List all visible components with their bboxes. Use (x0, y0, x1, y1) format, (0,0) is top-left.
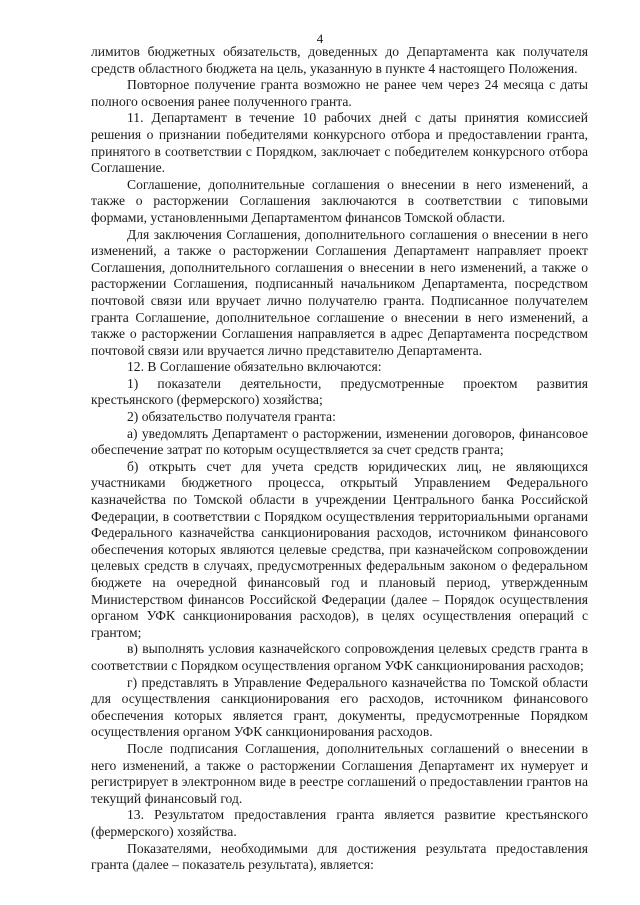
paragraph-clause-12: 12. В Соглашение обязательно включаются: (127, 359, 382, 375)
paragraph-continuation: лимитов бюджетных обязательств, доведенных до Департамента как получателя средств областного бюджета на цель, указанную в пункте 4 настоящего Положения. (91, 44, 588, 76)
paragraph-indicators: Показателями, необходимыми для достижения результата предоставления гранта (далее – показатель результата), является: (91, 840, 588, 873)
paragraph-repeat-grant: Повторное получение гранта возможно не ранее чем через 24 месяца с даты полного освоения ранее полученного гранта. (91, 77, 588, 109)
page-number: 4 (316, 31, 324, 46)
paragraph-clause-13: 13. Результатом предоставления гранта является развитие крестьянского (фермерского) хозяйства. (91, 807, 588, 839)
paragraph-item-1: 1) показатели деятельности, предусмотренные проектом развития крестьянского (фермерского) хозяйства; (91, 375, 588, 408)
paragraph-item-2v: в) выполнять условия казначейского сопровождения целевых средств гранта в соответствии с Порядком осуществления органом УФК санкционирования расходов; (91, 641, 588, 673)
paragraph-clause-11: 11. Департамент в течение 10 рабочих дней с даты принятия комиссией решения о признании победителями конкурсного отбора и предоставлении гранта, принятого в соответствии с Порядком, заключает с победителем конкурсного отбора Соглашение. (91, 110, 588, 176)
paragraph-item-2: 2) обязательство получателя гранта: (127, 409, 336, 425)
paragraph-agreement-forms: Соглашение, дополнительные соглашения о внесении в него изменений, а также о расторжении Соглашения заключаются в соответствии с типовыми формами, установленными Департаментом финансов Томской области. (91, 176, 588, 225)
paragraph-item-2g: г) представлять в Управление Федерального казначейства по Томской области для осуществления санкционирования его расходов, источником финансового обеспечения которых является грант, документы, предусмотренные Порядком осуществления органом УФК санкционирования расходов. (91, 674, 588, 740)
document-body (91, 44, 588, 874)
paragraph-registration: После подписания Соглашения, дополнительных соглашений о внесении в него изменений, а также о расторжении Соглашения Департамент их нумерует и регистрирует в электронном виде в реестре соглашений о предоставлении грантов на текущий финансовый год. (91, 740, 588, 806)
paragraph-item-2a: а) уведомлять Департамент о расторжении, изменении договоров, финансовое обеспечение затрат по которым осуществляется за счет средств гранта; (91, 425, 588, 458)
paragraph-agreement-procedure: Для заключения Соглашения, дополнительного соглашения о внесении в него изменений, а также о расторжении Соглашения Департамент направляет проект Соглашения, дополнительного соглашения о внесении в него изменений, а также о расторжении Соглашения, подписанный начальником Департамента, посредством почтовой связи или вручает лично получателю гранта. Подписанное получателем гранта Соглашение, дополнительное соглашение о внесении в него изменений, а также о расторжении Соглашения направляется в адрес Департамента посредством почтовой связи или вручается лично представителю Департамента. (91, 226, 588, 358)
paragraph-item-2b: б) открыть счет для учета средств юридических лиц, не являющихся участниками бюджетного процесса, открытый Управлением Федерального казначейства по Томской области в учреждении Центрального банка Российской Федерации, в соответствии с Порядком осуществления территориальными органами Федерального казначейства санкционирования расходов, источником финансового обеспечения которых являются целевые средства, при казначейском сопровождении целевых средств в случаях, предусмотренных федеральным законом о федеральном бюджете на очередной финансовый год и плановый период, утвержденным Министерством финансов Российской Федерации (далее – Порядок осуществления органом УФК санкционирования расходов), в целях осуществления операций с грантом; (91, 458, 588, 640)
